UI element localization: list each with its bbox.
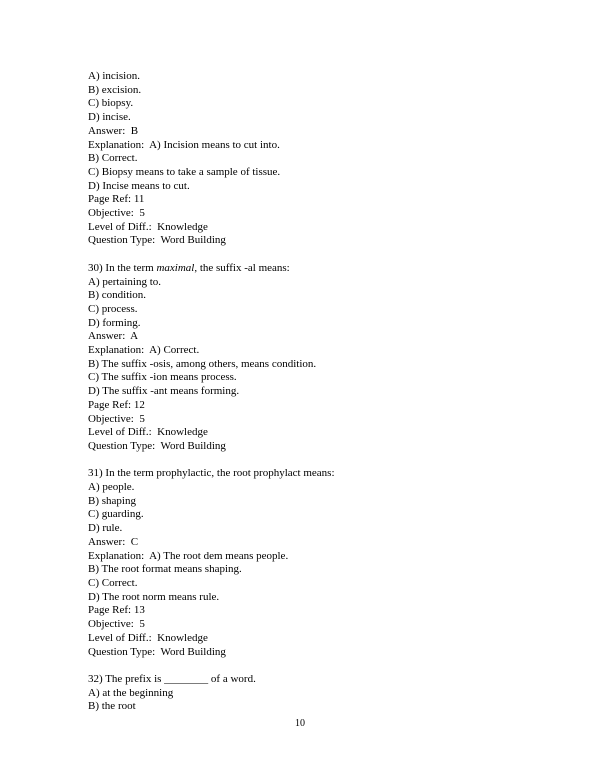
question-stem: 31) In the term prophylactic, the root prophylact means:	[88, 467, 335, 480]
question-31	[88, 467, 528, 659]
explanation-line: D) Incise means to cut.	[88, 179, 190, 192]
explanation-line: C) Correct.	[88, 576, 138, 589]
option-c: C) guarding.	[88, 508, 144, 521]
page-ref: Page Ref: 13	[88, 604, 145, 617]
spacer	[88, 454, 528, 468]
answer-line: Answer: A	[88, 330, 139, 343]
page-number: 10	[295, 718, 305, 729]
explanation-line: Explanation: A) The root dem means people.	[88, 549, 289, 562]
option-a: A) incision.	[88, 70, 140, 82]
option-c: C) process.	[88, 302, 138, 315]
option-b: B) condition.	[88, 289, 147, 302]
level-of-difficulty: Level of Diff.: Knowledge	[88, 426, 208, 439]
question-type: Question Type: Word Building	[88, 645, 226, 658]
option-a: A) people.	[88, 481, 135, 494]
option-a: A) at the beginning	[88, 686, 174, 699]
stem-prefix: 30) In the term	[88, 261, 157, 274]
question-32	[88, 673, 528, 714]
question-30	[88, 262, 528, 454]
page-ref: Page Ref: 11	[88, 193, 145, 206]
objective: Objective: 5	[88, 207, 145, 220]
spacer	[88, 659, 528, 673]
page-ref: Page Ref: 12	[88, 398, 145, 411]
explanation-line: Explanation: A) Incision means to cut into.	[88, 138, 280, 151]
option-d: D) rule.	[88, 522, 123, 535]
document-page	[88, 70, 528, 714]
level-of-difficulty: Level of Diff.: Knowledge	[88, 220, 208, 233]
level-of-difficulty: Level of Diff.: Knowledge	[88, 631, 208, 644]
explanation-line: B) Correct.	[88, 152, 138, 165]
explanation-line: C) The suffix -ion means process.	[88, 371, 237, 384]
explanation-line: B) The suffix -osis, among others, means condition.	[88, 357, 317, 370]
question-29-tail	[88, 70, 528, 248]
question-type: Question Type: Word Building	[88, 234, 226, 247]
objective: Objective: 5	[88, 412, 145, 425]
spacer	[88, 248, 528, 262]
answer-line: Answer: B	[88, 124, 139, 137]
option-a: A) pertaining to.	[88, 275, 162, 288]
option-d: D) forming.	[88, 316, 141, 329]
option-c: C) biopsy.	[88, 97, 134, 110]
explanation-line: D) The suffix -ant means forming.	[88, 385, 240, 398]
option-b: B) excision.	[88, 83, 142, 96]
option-b: B) shaping	[88, 494, 136, 507]
option-d: D) incise.	[88, 111, 131, 124]
option-b: B) the root	[88, 700, 136, 713]
stem-term: maximal	[156, 261, 195, 274]
explanation-line: B) The root format means shaping.	[88, 563, 242, 576]
question-stem	[88, 262, 528, 276]
answer-line: Answer: C	[88, 535, 139, 548]
stem-suffix: , the suffix -al means:	[194, 261, 290, 274]
question-type: Question Type: Word Building	[88, 439, 226, 452]
explanation-line: C) Biopsy means to take a sample of tissue.	[88, 165, 281, 178]
question-stem: 32) The prefix is ________ of a word.	[88, 672, 256, 685]
objective: Objective: 5	[88, 618, 145, 631]
explanation-line: D) The root norm means rule.	[88, 590, 220, 603]
explanation-line: Explanation: A) Correct.	[88, 344, 200, 357]
